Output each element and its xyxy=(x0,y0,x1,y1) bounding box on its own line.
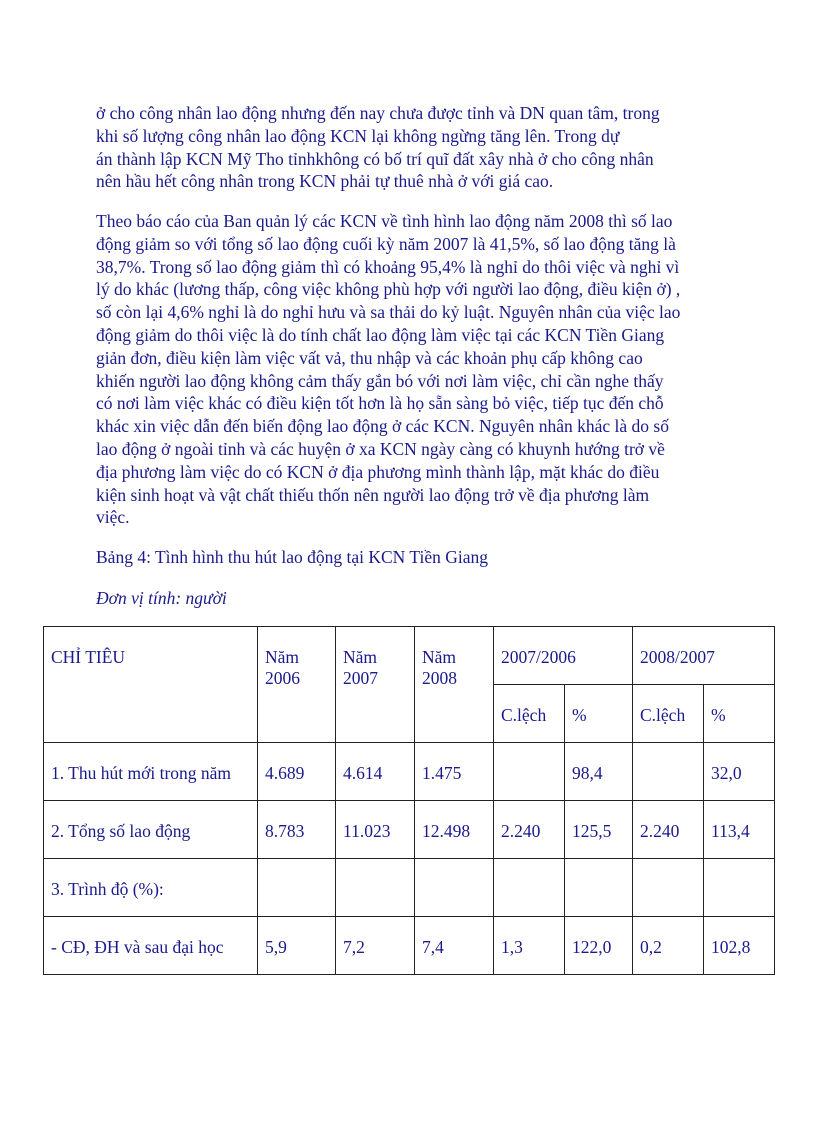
cell-pct-1: 122,0 xyxy=(565,917,633,975)
table-row xyxy=(44,801,775,859)
cell-2008: 12.498 xyxy=(415,801,494,859)
header-year-2006: Năm 2006 xyxy=(258,627,336,743)
subheader-percent: % xyxy=(704,685,775,743)
text-line: nên hầu hết công nhân trong KCN phải tự thuê nhà ở với giá cao. xyxy=(96,171,554,192)
subheader-clech: C.lệch xyxy=(494,685,565,743)
cell-pct-1: 125,5 xyxy=(565,801,633,859)
cell-clech-2 xyxy=(633,859,704,917)
row-label: 2. Tổng số lao động xyxy=(44,801,258,859)
text-line: Theo báo cáo của Ban quản lý các KCN về tình hình lao động năm 2008 thì số lao xyxy=(96,211,673,231)
text-line: động giảm so với tổng số lao động cuối kỳ năm 2007 là 41,5%, số lao động tăng là xyxy=(96,233,676,254)
text-line: kiện sinh hoạt và vật chất thiếu thốn nên người lao động trở về địa phương làm xyxy=(96,484,650,505)
paragraph-housing xyxy=(96,102,736,193)
cell-pct-1: 98,4 xyxy=(565,743,633,801)
paragraph-labor-report xyxy=(96,210,736,529)
text-line: số còn lại 4,6% nghỉ là do nghỉ hưu và sa thải do kỷ luật. Nguyên nhân của việc lao xyxy=(96,302,681,323)
cell-clech-2: 0,2 xyxy=(633,917,704,975)
text-line: ở cho công nhân lao động nhưng đến nay chưa được tỉnh và DN quan tâm, trong xyxy=(96,103,660,123)
text-line: giản đơn, điều kiện làm việc vất vả, thu nhập và các khoản phụ cấp không cao xyxy=(96,347,643,368)
text-line: 38,7%. Trong số lao động giảm thì có khoảng 95,4% là nghỉ do thôi việc và nghỉ vì xyxy=(96,256,680,277)
cell-pct-2: 32,0 xyxy=(704,743,775,801)
header-compare-2008-2007: 2008/2007 xyxy=(633,627,775,685)
header-year-2007: Năm 2007 xyxy=(336,627,415,743)
text-line: có nơi làm việc khác có điều kiện tốt hơn là họ sẵn sàng bỏ việc, tiếp tục đến chỗ xyxy=(96,393,664,414)
table-header-row xyxy=(44,627,775,685)
row-label: 3. Trình độ (%): xyxy=(44,859,258,917)
cell-pct-2: 102,8 xyxy=(704,917,775,975)
cell-2007: 11.023 xyxy=(336,801,415,859)
text-line: lý do khác (lương thấp, công việc không phù hợp với người lao động, điều kiện ở) , xyxy=(96,279,681,300)
subheader-clech: C.lệch xyxy=(633,685,704,743)
cell-clech-1: 1,3 xyxy=(494,917,565,975)
row-label: 1. Thu hút mới trong năm xyxy=(44,743,258,801)
cell-2008: 7,4 xyxy=(415,917,494,975)
header-compare-2007-2006: 2007/2006 xyxy=(494,627,633,685)
cell-2006: 5,9 xyxy=(258,917,336,975)
subheader-percent: % xyxy=(565,685,633,743)
table-row xyxy=(44,859,775,917)
cell-2006 xyxy=(258,859,336,917)
table-row xyxy=(44,743,775,801)
text-line: án thành lập KCN Mỹ Tho tỉnhkhông có bố trí quĩ đất xây nhà ở cho công nhân xyxy=(96,148,654,169)
row-label: - CĐ, ĐH và sau đại học xyxy=(44,917,258,975)
header-chi-tieu: CHỈ TIÊU xyxy=(44,627,258,743)
cell-clech-1 xyxy=(494,859,565,917)
cell-2006: 8.783 xyxy=(258,801,336,859)
cell-clech-1 xyxy=(494,743,565,801)
cell-clech-1: 2.240 xyxy=(494,801,565,859)
cell-pct-2: 113,4 xyxy=(704,801,775,859)
cell-2008: 1.475 xyxy=(415,743,494,801)
cell-clech-2 xyxy=(633,743,704,801)
table-caption: Bảng 4: Tình hình thu hút lao động tại KCN Tiền Giang xyxy=(96,547,488,567)
text-line: động giảm do thôi việc là do tính chất lao động làm việc tại các KCN Tiền Giang xyxy=(96,324,665,345)
cell-2008 xyxy=(415,859,494,917)
text-line: khiến người lao động không cảm thấy gắn bó với nơi làm việc, chỉ cần nghe thấy xyxy=(96,370,664,391)
cell-2007 xyxy=(336,859,415,917)
table-row xyxy=(44,917,775,975)
cell-2007: 7,2 xyxy=(336,917,415,975)
header-year-2008: Năm 2008 xyxy=(415,627,494,743)
text-line: khác xin việc dẫn đến biến động lao động ở các KCN. Nguyên nhân khác là do số xyxy=(96,416,669,437)
cell-pct-1 xyxy=(565,859,633,917)
cell-pct-2 xyxy=(704,859,775,917)
text-line: địa phương làm việc do có KCN ở địa phương mình thành lập, mặt khác do điều xyxy=(96,461,660,482)
cell-clech-2: 2.240 xyxy=(633,801,704,859)
cell-2007: 4.614 xyxy=(336,743,415,801)
labor-table xyxy=(43,626,775,975)
text-line: khi số lượng công nhân lao động KCN lại không ngừng tăng lên. Trong dự xyxy=(96,125,620,146)
text-line: việc. xyxy=(96,507,130,528)
unit-note: Đơn vị tính: người xyxy=(96,588,227,608)
text-line: lao động ở ngoài tỉnh và các huyện ở xa KCN ngày càng có khuynh hướng trở về xyxy=(96,438,665,459)
cell-2006: 4.689 xyxy=(258,743,336,801)
